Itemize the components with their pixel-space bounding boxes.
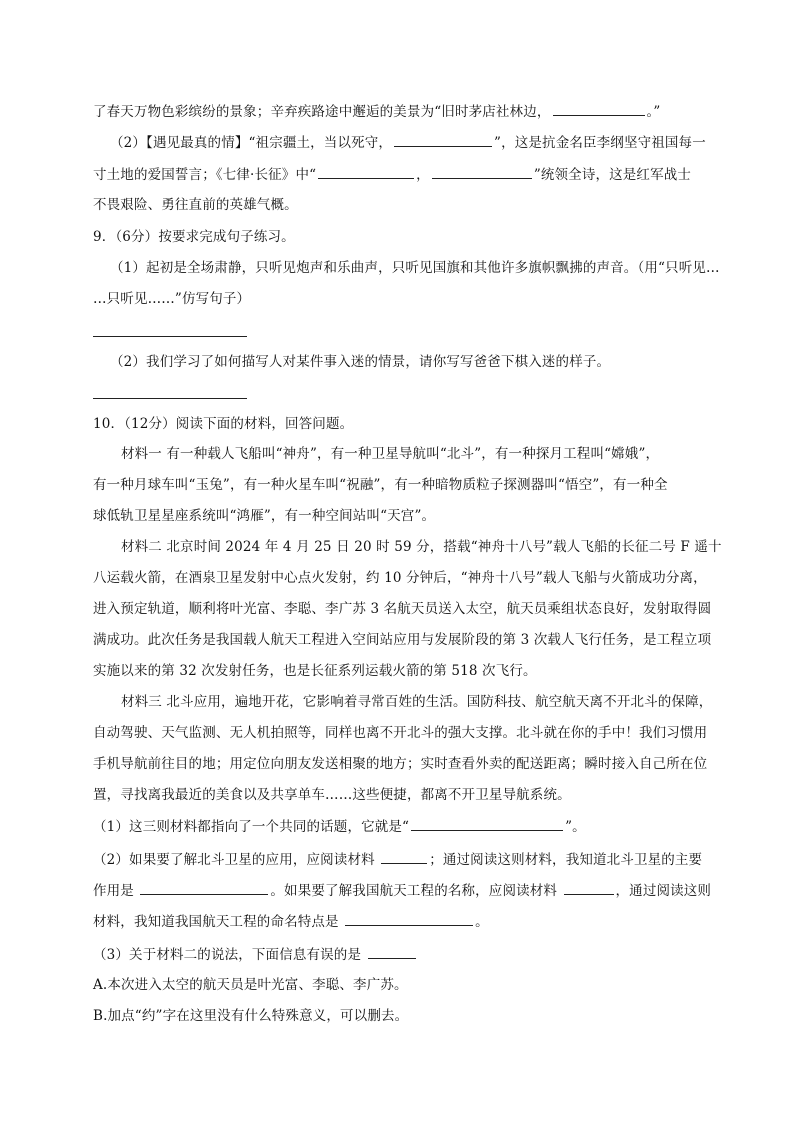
material1-line2: 有一种月球车叫“玉兔”，有一种火星车叫“祝融”，有一种暗物质粒子探测器叫“悟空”，有一种全: [93, 477, 668, 493]
answer-line[interactable]: [93, 336, 247, 337]
answer-blank[interactable]: [411, 816, 563, 831]
material3-line3: 手机导航前往目的地；用定位向朋友发送相聚的地方；实时查看外卖的配送距离；瞬时接入自己所在位: [93, 756, 708, 772]
q8-part2-line1: （2）【遇见最真的情】“祖宗疆土，当以死守， ”，这是抗金名臣李纲坚守祖国每一: [110, 132, 706, 153]
answer-blank[interactable]: [140, 880, 268, 895]
option-b: B.加点“约”字在这里没有什么特殊意义，可以删去。: [93, 1008, 409, 1024]
answer-blank[interactable]: [368, 944, 416, 959]
q9-part1-line1: （1）起初是全场肃静，只听见炮声和乐曲声，只听见国旗和其他许多旗帜飘拂的声音。（用“只听见…: [110, 260, 720, 276]
q8-part2-line3: 不畏艰险、勇往直前的英雄气概。: [93, 197, 298, 213]
q10-part1: （1）这三则材料都指向了一个共同的话题，它就是“ ”。: [93, 816, 586, 837]
q10-part2-line2: 作用是 。如果要了解我国航天工程的名称，应阅读材料 ，通过阅读这则: [93, 880, 711, 901]
answer-blank[interactable]: [394, 132, 492, 147]
q10-part2-line3: 材料，我知道我国航天工程的命名特点是 。: [93, 911, 489, 932]
q9-part1-line2: …只听见……”仿写句子）: [93, 291, 251, 307]
q9-part2: （2）我们学习了如何描写人对某件事入迷的情景，请你写写爸爸下棋入迷的样子。: [110, 354, 611, 370]
answer-blank[interactable]: [432, 164, 532, 179]
material1-line3: 球低轨卫星星座系统叫“鸿雁”，有一种空间站叫“天宫”。: [93, 508, 436, 524]
q10-header: 10．（12分）阅读下面的材料，回答问题。: [93, 416, 354, 432]
answer-blank[interactable]: [345, 911, 473, 926]
q10-part2-line1: （2）如果要了解北斗卫星的应用，应阅读材料 ；通过阅读这则材料，我知道北斗卫星的主要: [93, 849, 702, 870]
material2-line1: 材料二 北京时间 2024 年 4 月 25 日 20 时 59 分，搭载“神舟十八号”载人飞船的长征二号 F 遥十: [121, 539, 722, 555]
q9-header: 9．（6分）按要求完成句子练习。: [93, 229, 295, 245]
material2-line3: 进入预定轨道，顺利将叶光富、李聪、李广苏 3 名航天员送入太空，航天员乘组状态良好，发射取得圆: [93, 601, 712, 617]
material3-line2: 自动驾驶、天气监测、无人机拍照等，同样也离不开北斗的强大支撑。北斗就在你的手中！我们习惯用: [93, 725, 708, 741]
material2-line2: 八运载火箭，在酒泉卫星发射中心点火发射，约 10 分钟后，“神舟十八号”载人飞船与火箭成功分离，: [93, 570, 707, 586]
answer-blank[interactable]: [381, 849, 427, 864]
answer-blank[interactable]: [564, 880, 614, 895]
material3-line4: 置，寻找离我最近的美食以及共享单车……这些便捷，都离不开卫星导航系统。: [93, 787, 571, 803]
q8-part2-line2: 寸土地的爱国誓言；《七律·长征》中“ ， ”统领全诗，这是红军战士: [93, 164, 691, 185]
q8-line1: 了春天万物色彩缤纷的景象；辛弃疾路途中邂逅的美景为“旧时茅店社林边， 。”: [93, 101, 660, 122]
material2-line5: 实施以来的第 32 次发射任务，也是长征系列运载火箭的第 518 次飞行。: [93, 663, 537, 679]
answer-blank[interactable]: [318, 164, 414, 179]
q10-part3: （3）关于材料二的说法，下面信息有误的是: [93, 944, 418, 965]
option-a: A.本次进入太空的航天员是叶光富、李聪、李广苏。: [93, 977, 408, 993]
material3-line1: 材料三 北斗应用，遍地开花，它影响着寻常百姓的生活。国防科技、航空航天离不开北斗的保障，: [121, 694, 713, 710]
material2-line4: 满成功。此次任务是我国载人航天工程进入空间站应用与发展阶段的第 3 次载人飞行任务，是工程立项: [93, 632, 712, 648]
answer-blank[interactable]: [553, 101, 645, 116]
answer-line[interactable]: [93, 398, 247, 399]
material1-line1: 材料一 有一种载人飞船叫“神舟”，有一种卫星导航叫“北斗”，有一种探月工程叫“嫦娥”，: [121, 446, 660, 462]
